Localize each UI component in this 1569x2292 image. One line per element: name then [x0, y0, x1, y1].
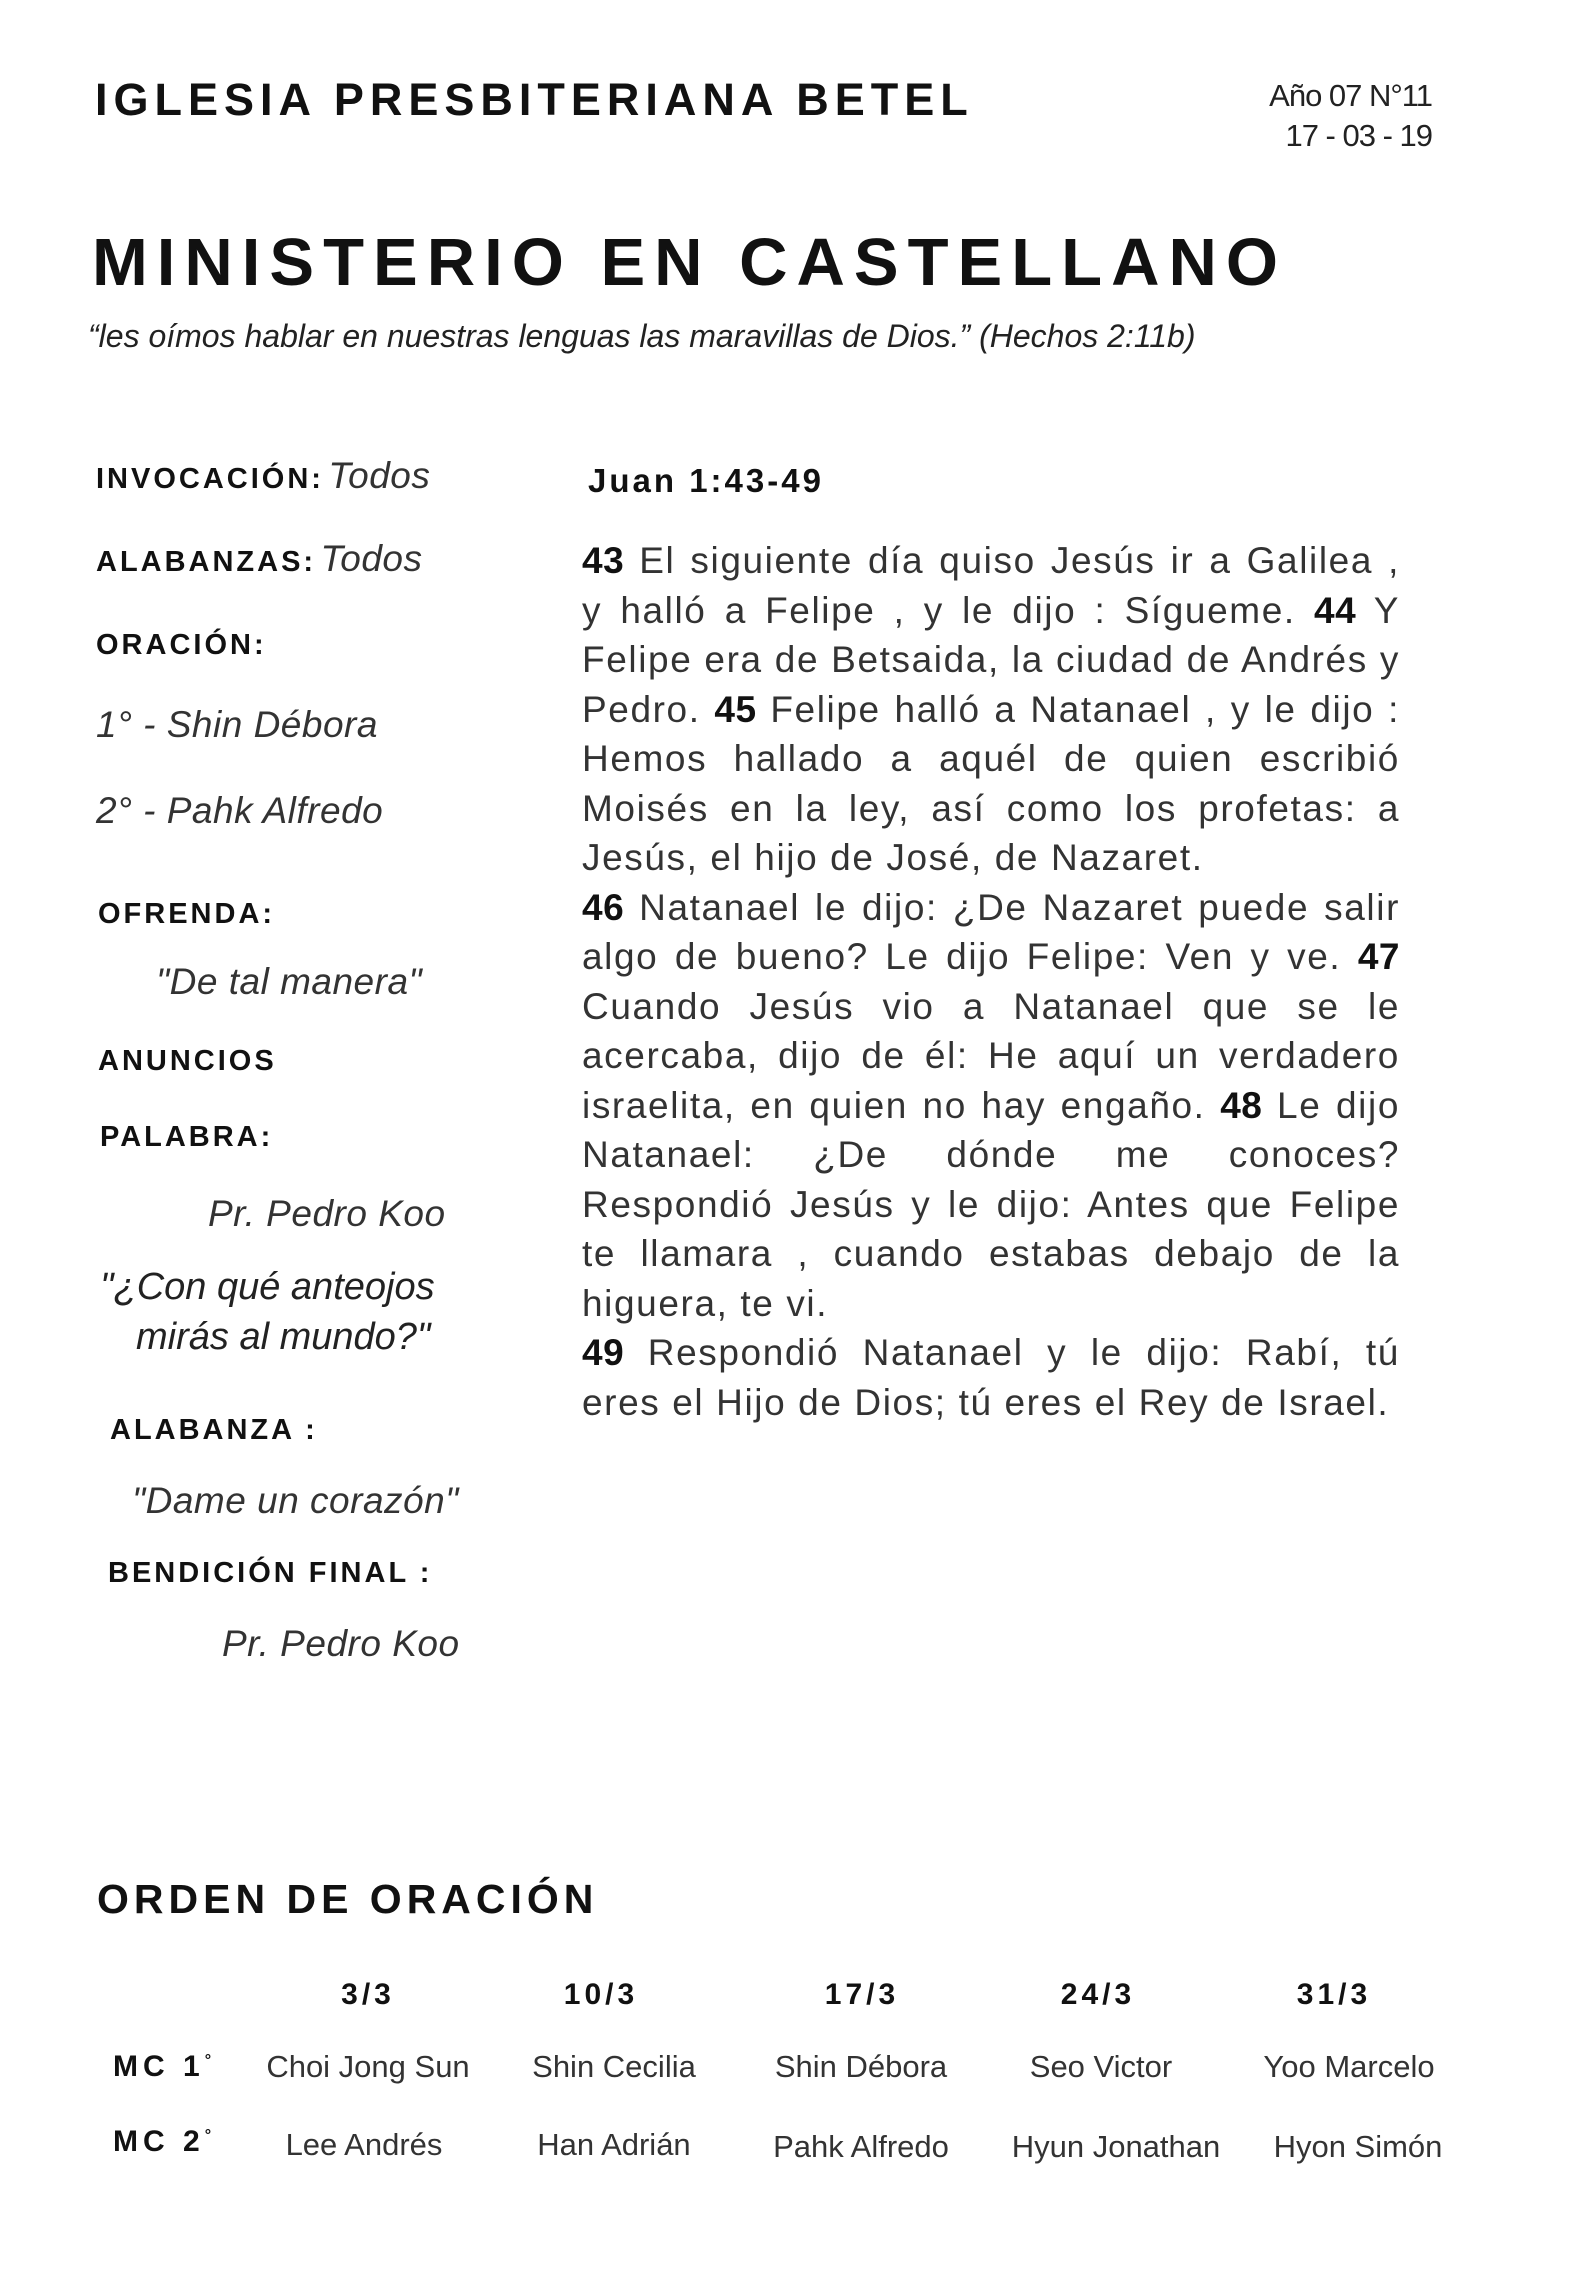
palabra-label: PALABRA: — [100, 1121, 274, 1153]
oracion-first: 1° - Shin Débora — [96, 704, 378, 745]
prayer-cell: Lee Andrés — [285, 2127, 443, 2162]
oracion-label: ORACIÓN: — [96, 629, 267, 661]
alabanzas-value: Todos — [320, 538, 423, 579]
date-header: 3/3 — [341, 1978, 395, 2011]
ofrenda-label: OFRENDA: — [98, 898, 276, 930]
anuncios-label: ANUNCIOS — [98, 1045, 277, 1077]
prayer-cell: Pahk Alfredo — [773, 2129, 949, 2164]
verse-number: 43 — [582, 540, 625, 581]
row-label-degree: ° — [204, 2052, 217, 2069]
prayer-cell: Shin Débora — [774, 2049, 948, 2084]
verse-number: 44 — [1314, 589, 1357, 631]
date-header: 17/3 — [824, 1978, 900, 2011]
ministry-title: MINISTERIO EN CASTELLANO — [92, 225, 1287, 300]
alabanzas-item — [96, 538, 422, 580]
row-label-mc1 — [113, 2050, 216, 2084]
row-label-mc2 — [113, 2125, 216, 2159]
verse-text: Cuando Jesús vio a Natanael que se le acercaba, dijo de él: He aquí un verdadero israelita, en quien no hay engaño. — [582, 985, 1400, 1126]
palabra-preacher: Pr. Pedro Koo — [208, 1193, 446, 1234]
oracion-second: 2° - Pahk Alfredo — [96, 790, 384, 831]
prayer-cell: Seo Victor — [1029, 2049, 1173, 2084]
date-header: 31/3 — [1296, 1978, 1372, 2011]
prayer-cell: Han Adrián — [537, 2127, 691, 2162]
date-header: 10/3 — [563, 1978, 639, 2011]
prayer-cell: Yoo Marcelo — [1263, 2049, 1435, 2084]
verse-text: El siguiente día quiso Jesús ir a Galilea , y halló a Felipe , y le dijo : Sígueme. — [582, 540, 1400, 631]
verse-number: 49 — [582, 1332, 625, 1373]
prayer-cell: Hyon Simón — [1273, 2129, 1443, 2164]
scripture-reference: Juan 1:43-49 — [588, 462, 824, 499]
verse-number: 48 — [1220, 1084, 1263, 1126]
scripture-text — [582, 536, 1400, 1427]
row-label-text: MC 1 — [113, 2050, 205, 2083]
verse-text: Y Felipe era de Betsaida, la ciudad de Andrés y Pedro. — [582, 589, 1400, 730]
verse-text: Le dijo Natanael: ¿De dónde me conoces? Respondió Jesús y le dijo: Antes que Felipe te llamara , cuando estabas debajo de la higuera, te vi. — [582, 1084, 1400, 1324]
invocacion-value: Todos — [328, 455, 431, 496]
invocacion-item — [96, 455, 430, 497]
prayer-cell: Hyun Jonathan — [1011, 2129, 1221, 2164]
alabanzas-label: ALABANZAS: — [96, 546, 317, 578]
issue-date: 17 - 03 - 19 — [1285, 118, 1432, 153]
bendicion-label: BENDICIÓN FINAL : — [108, 1557, 433, 1589]
prayer-cell: Choi Jong Sun — [266, 2049, 470, 2084]
verse-text: Natanael le dijo: ¿De Nazaret puede salir algo de bueno? Le dijo Felipe: Ven y ve. — [582, 886, 1400, 977]
church-name: IGLESIA PRESBITERIANA BETEL — [95, 74, 974, 125]
verse-text: Felipe halló a Natanael , y le dijo : Hemos hallado a aquél de quien escribió Moisés en la ley, así como los profetas: a Jesús, el hijo de José, de Nazaret. — [582, 688, 1400, 878]
ofrenda-value: "De tal manera" — [156, 961, 423, 1002]
verse-number: 47 — [1357, 936, 1400, 977]
sermon-title-line1: "¿Con qué anteojos — [100, 1266, 435, 1308]
row-label-degree: ° — [204, 2127, 217, 2144]
date-header: 24/3 — [1060, 1978, 1136, 2011]
invocacion-label: INVOCACIÓN: — [96, 463, 324, 495]
theme-verse: “les oímos hablar en nuestras lenguas las maravillas de Dios.” (Hechos 2:11b) — [88, 318, 1196, 354]
alabanza-value: "Dame un corazón" — [132, 1480, 459, 1521]
sermon-title-line2: mirás al mundo?" — [136, 1316, 431, 1358]
verse-text: Respondió Natanael y le dijo: Rabí, tú eres el Hijo de Dios; tú eres el Rey de Israel. — [582, 1332, 1400, 1423]
sermon-title — [100, 1262, 500, 1362]
row-label-text: MC 2 — [113, 2125, 205, 2158]
bendicion-minister: Pr. Pedro Koo — [222, 1623, 460, 1664]
issue-info — [1192, 76, 1432, 156]
alabanza-label: ALABANZA : — [110, 1414, 318, 1446]
issue-number: Año 07 N°11 — [1269, 78, 1432, 113]
verse-number: 46 — [582, 886, 625, 928]
prayer-cell: Shin Cecilia — [532, 2049, 696, 2084]
prayer-order-title: ORDEN DE ORACIÓN — [97, 1876, 599, 1922]
verse-number: 45 — [714, 688, 757, 730]
